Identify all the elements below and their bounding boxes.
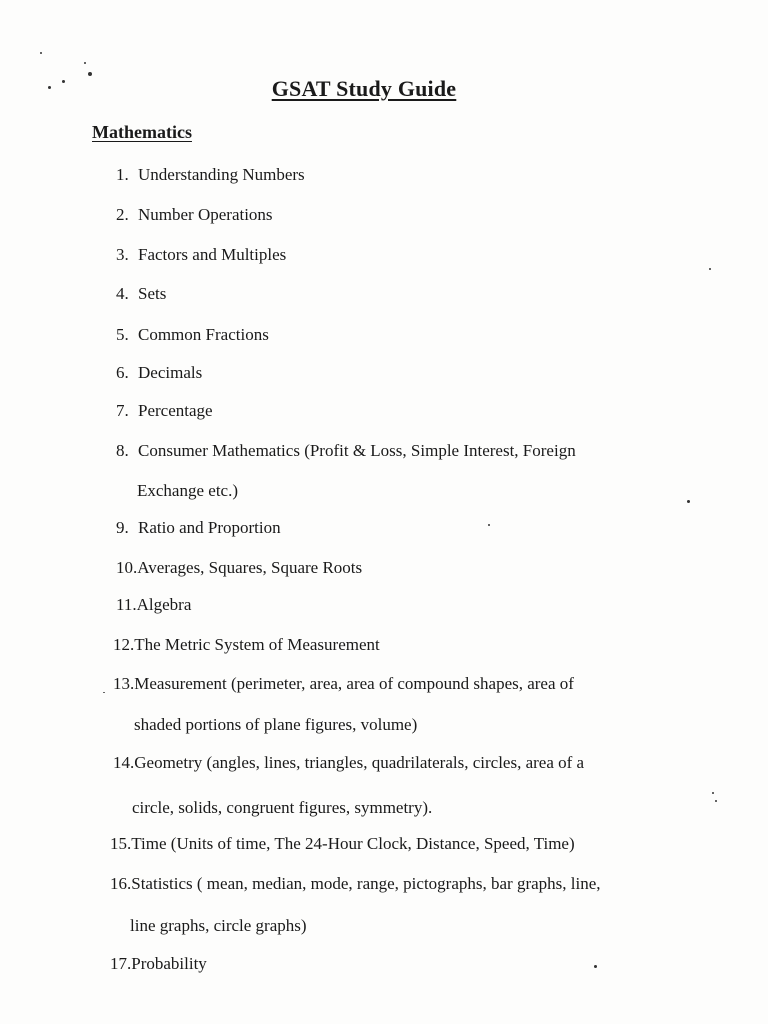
topic-number: 7.: [116, 401, 129, 420]
topic-number: 1.: [116, 165, 129, 184]
topic-number: 6.: [116, 363, 129, 382]
topic-number: 14.: [113, 753, 135, 772]
scan-speck: [687, 500, 690, 503]
scan-speck: [40, 52, 42, 54]
topic-number: 17.: [110, 954, 132, 973]
topic-text: Probability: [131, 954, 207, 973]
topic-item: [110, 835, 575, 852]
topic-text: Statistics ( mean, median, mode, range, pictographs, bar graphs, line,: [131, 874, 601, 893]
topic-number: 15.: [110, 834, 132, 853]
topic-item: [116, 326, 269, 343]
topic-text: Measurement (perimeter, area, area of compound shapes, area of: [134, 674, 574, 693]
topic-number: 12.: [113, 635, 135, 654]
topic-number: 5.: [116, 325, 129, 344]
topic-number: 3.: [116, 245, 129, 264]
topic-text: Common Fractions: [138, 325, 269, 344]
topic-item: [116, 596, 191, 613]
topic-number: 8.: [116, 441, 129, 460]
scan-speck: [84, 62, 86, 64]
topic-text: The Metric System of Measurement: [134, 635, 380, 654]
topic-item: [116, 246, 286, 263]
topic-number: 11.: [116, 595, 137, 614]
topic-item: [116, 519, 281, 536]
topic-text: Number Operations: [138, 205, 273, 224]
scan-speck: [488, 524, 490, 526]
scan-speck: [594, 965, 597, 968]
topic-item: [113, 754, 584, 771]
topic-item: [113, 675, 574, 692]
topic-number: 10.: [116, 558, 138, 577]
scan-speck: [709, 268, 711, 270]
topic-number: 4.: [116, 284, 129, 303]
topic-text: Averages, Squares, Square Roots: [137, 558, 363, 577]
topic-text: Consumer Mathematics (Profit & Loss, Simple Interest, Foreign: [138, 441, 576, 460]
scan-speck: [103, 692, 105, 693]
topic-item: [116, 402, 213, 419]
topic-item: [110, 955, 207, 972]
topic-item: [113, 636, 380, 653]
topic-continuation: circle, solids, congruent figures, symmetry).: [132, 798, 433, 817]
topic-number: 9.: [116, 518, 129, 537]
topic-item: [116, 166, 305, 183]
topic-text: Ratio and Proportion: [138, 518, 281, 537]
topic-text: Geometry (angles, lines, triangles, quadrilaterals, circles, area of a: [134, 753, 585, 772]
page-title: GSAT Study Guide: [271, 76, 457, 101]
topic-item: [116, 559, 362, 576]
topic-text: Time (Units of time, The 24-Hour Clock, Distance, Speed, Time): [131, 834, 575, 853]
topic-continuation: line graphs, circle graphs): [130, 916, 307, 935]
topic-item: [116, 206, 273, 223]
topic-number: 2.: [116, 205, 129, 224]
topic-text: Factors and Multiples: [138, 245, 287, 264]
topic-continuation: shaded portions of plane figures, volume): [134, 715, 418, 734]
section-heading: Mathematics: [92, 122, 192, 142]
topic-item: [116, 442, 576, 459]
topic-text: Algebra: [136, 595, 192, 614]
topic-text: Understanding Numbers: [138, 165, 305, 184]
topic-item: [116, 364, 202, 381]
scan-speck: [715, 800, 717, 802]
topic-text: Sets: [138, 284, 167, 303]
topic-number: 13.: [113, 674, 135, 693]
scan-speck: [712, 792, 714, 794]
topic-item: [110, 875, 601, 892]
topic-text: Decimals: [138, 363, 203, 382]
topic-continuation: Exchange etc.): [137, 481, 238, 500]
topic-number: 16.: [110, 874, 132, 893]
topic-text: Percentage: [138, 401, 213, 420]
topic-item: [116, 285, 166, 302]
